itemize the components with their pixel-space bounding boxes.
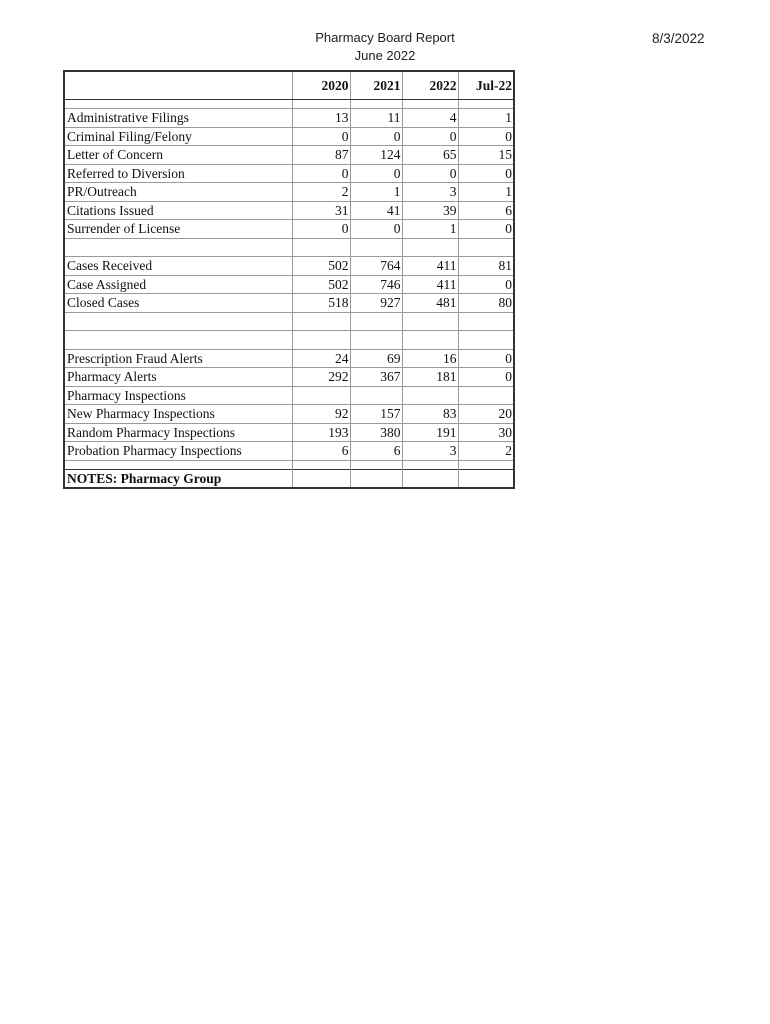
table-row	[64, 220, 514, 239]
cell-2020: 92	[292, 405, 350, 424]
cell-2022: 181	[402, 368, 458, 387]
cell-2022: 191	[402, 423, 458, 442]
cell-jul-22: 0	[458, 275, 514, 294]
cell-jul-22: 81	[458, 257, 514, 276]
row-label: New Pharmacy Inspections	[64, 405, 292, 424]
spacer-row	[64, 238, 514, 257]
cell-2021: 0	[350, 127, 402, 146]
table-row	[64, 257, 514, 276]
cell-2021: 746	[350, 275, 402, 294]
cell-2020: 87	[292, 146, 350, 165]
table-row	[64, 109, 514, 128]
cell-2020: 193	[292, 423, 350, 442]
cell-2022: 3	[402, 442, 458, 461]
cell-2021: 6	[350, 442, 402, 461]
cell-2022	[402, 386, 458, 405]
cell-2021	[350, 386, 402, 405]
row-label: Closed Cases	[64, 294, 292, 313]
cell-jul-22: 20	[458, 405, 514, 424]
col-header-2022: 2022	[402, 71, 458, 100]
cell-2020: 0	[292, 127, 350, 146]
col-header-2020: 2020	[292, 71, 350, 100]
report-title: Pharmacy Board Report	[315, 30, 455, 45]
row-label: PR/Outreach	[64, 183, 292, 202]
cell-2021: 41	[350, 201, 402, 220]
cell-jul-22: 30	[458, 423, 514, 442]
row-label: Case Assigned	[64, 275, 292, 294]
cell-2020: 0	[292, 164, 350, 183]
row-label: Referred to Diversion	[64, 164, 292, 183]
cell-2022: 481	[402, 294, 458, 313]
row-label: Random Pharmacy Inspections	[64, 423, 292, 442]
cell-jul-22: 15	[458, 146, 514, 165]
cell-2021: 0	[350, 220, 402, 239]
table-row	[64, 442, 514, 461]
cell-2021: 124	[350, 146, 402, 165]
cell-2020	[292, 386, 350, 405]
spacer-row	[64, 100, 514, 109]
spacer-row	[64, 460, 514, 469]
report-subtitle: June 2022	[354, 48, 416, 63]
table-row	[64, 349, 514, 368]
row-label: Probation Pharmacy Inspections	[64, 442, 292, 461]
cell-2022: 16	[402, 349, 458, 368]
table-row	[64, 201, 514, 220]
row-label: Criminal Filing/Felony	[64, 127, 292, 146]
cell-jul-22: 0	[458, 349, 514, 368]
cell-2020: 24	[292, 349, 350, 368]
table-row	[64, 275, 514, 294]
row-label: Citations Issued	[64, 201, 292, 220]
col-header-2021: 2021	[350, 71, 402, 100]
col-header-jul-22: Jul-22	[458, 71, 514, 100]
cell-2020: 502	[292, 257, 350, 276]
cell-2022: 411	[402, 257, 458, 276]
cell-2020: 292	[292, 368, 350, 387]
notes-row	[64, 469, 514, 488]
notes-label: NOTES: Pharmacy Group	[64, 469, 292, 488]
table-row	[64, 164, 514, 183]
cell-2022: 83	[402, 405, 458, 424]
cell-jul-22: 0	[458, 164, 514, 183]
cell-2020: 31	[292, 201, 350, 220]
cell-2020: 13	[292, 109, 350, 128]
row-label: Cases Received	[64, 257, 292, 276]
cell-2020: 2	[292, 183, 350, 202]
row-label: Letter of Concern	[64, 146, 292, 165]
cell-jul-22: 1	[458, 183, 514, 202]
cell-2021: 11	[350, 109, 402, 128]
cell-2021: 927	[350, 294, 402, 313]
cell-2022: 1	[402, 220, 458, 239]
report-table	[63, 70, 515, 489]
table-row	[64, 183, 514, 202]
row-label: Administrative Filings	[64, 109, 292, 128]
cell-jul-22: 0	[458, 368, 514, 387]
cell-jul-22: 80	[458, 294, 514, 313]
cell-jul-22	[458, 386, 514, 405]
cell-2021: 764	[350, 257, 402, 276]
cell-2022: 4	[402, 109, 458, 128]
cell-jul-22: 0	[458, 220, 514, 239]
table-row	[64, 405, 514, 424]
header-blank-cell	[64, 71, 292, 100]
cell-2022: 0	[402, 164, 458, 183]
cell-2021: 367	[350, 368, 402, 387]
cell-jul-22: 2	[458, 442, 514, 461]
table-row	[64, 146, 514, 165]
cell-2022: 0	[402, 127, 458, 146]
row-label: Pharmacy Alerts	[64, 368, 292, 387]
cell-jul-22: 6	[458, 201, 514, 220]
header-row	[64, 71, 514, 100]
spacer-row	[64, 312, 514, 331]
cell-jul-22: 0	[458, 127, 514, 146]
cell-2021: 380	[350, 423, 402, 442]
cell-2022: 39	[402, 201, 458, 220]
cell-2020: 502	[292, 275, 350, 294]
cell-2020: 6	[292, 442, 350, 461]
cell-2021: 1	[350, 183, 402, 202]
table-row	[64, 294, 514, 313]
row-label: Prescription Fraud Alerts	[64, 349, 292, 368]
cell-2022: 3	[402, 183, 458, 202]
spacer-row	[64, 331, 514, 350]
cell-2022: 65	[402, 146, 458, 165]
table-row	[64, 423, 514, 442]
cell-2022: 411	[402, 275, 458, 294]
row-label: Surrender of License	[64, 220, 292, 239]
cell-2021: 0	[350, 164, 402, 183]
table-row	[64, 127, 514, 146]
cell-jul-22: 1	[458, 109, 514, 128]
report-date: 8/3/2022	[652, 31, 705, 46]
cell-2020: 518	[292, 294, 350, 313]
row-label: Pharmacy Inspections	[64, 386, 292, 405]
table-row	[64, 368, 514, 387]
cell-2020: 0	[292, 220, 350, 239]
table-row	[64, 386, 514, 405]
cell-2021: 69	[350, 349, 402, 368]
cell-2021: 157	[350, 405, 402, 424]
